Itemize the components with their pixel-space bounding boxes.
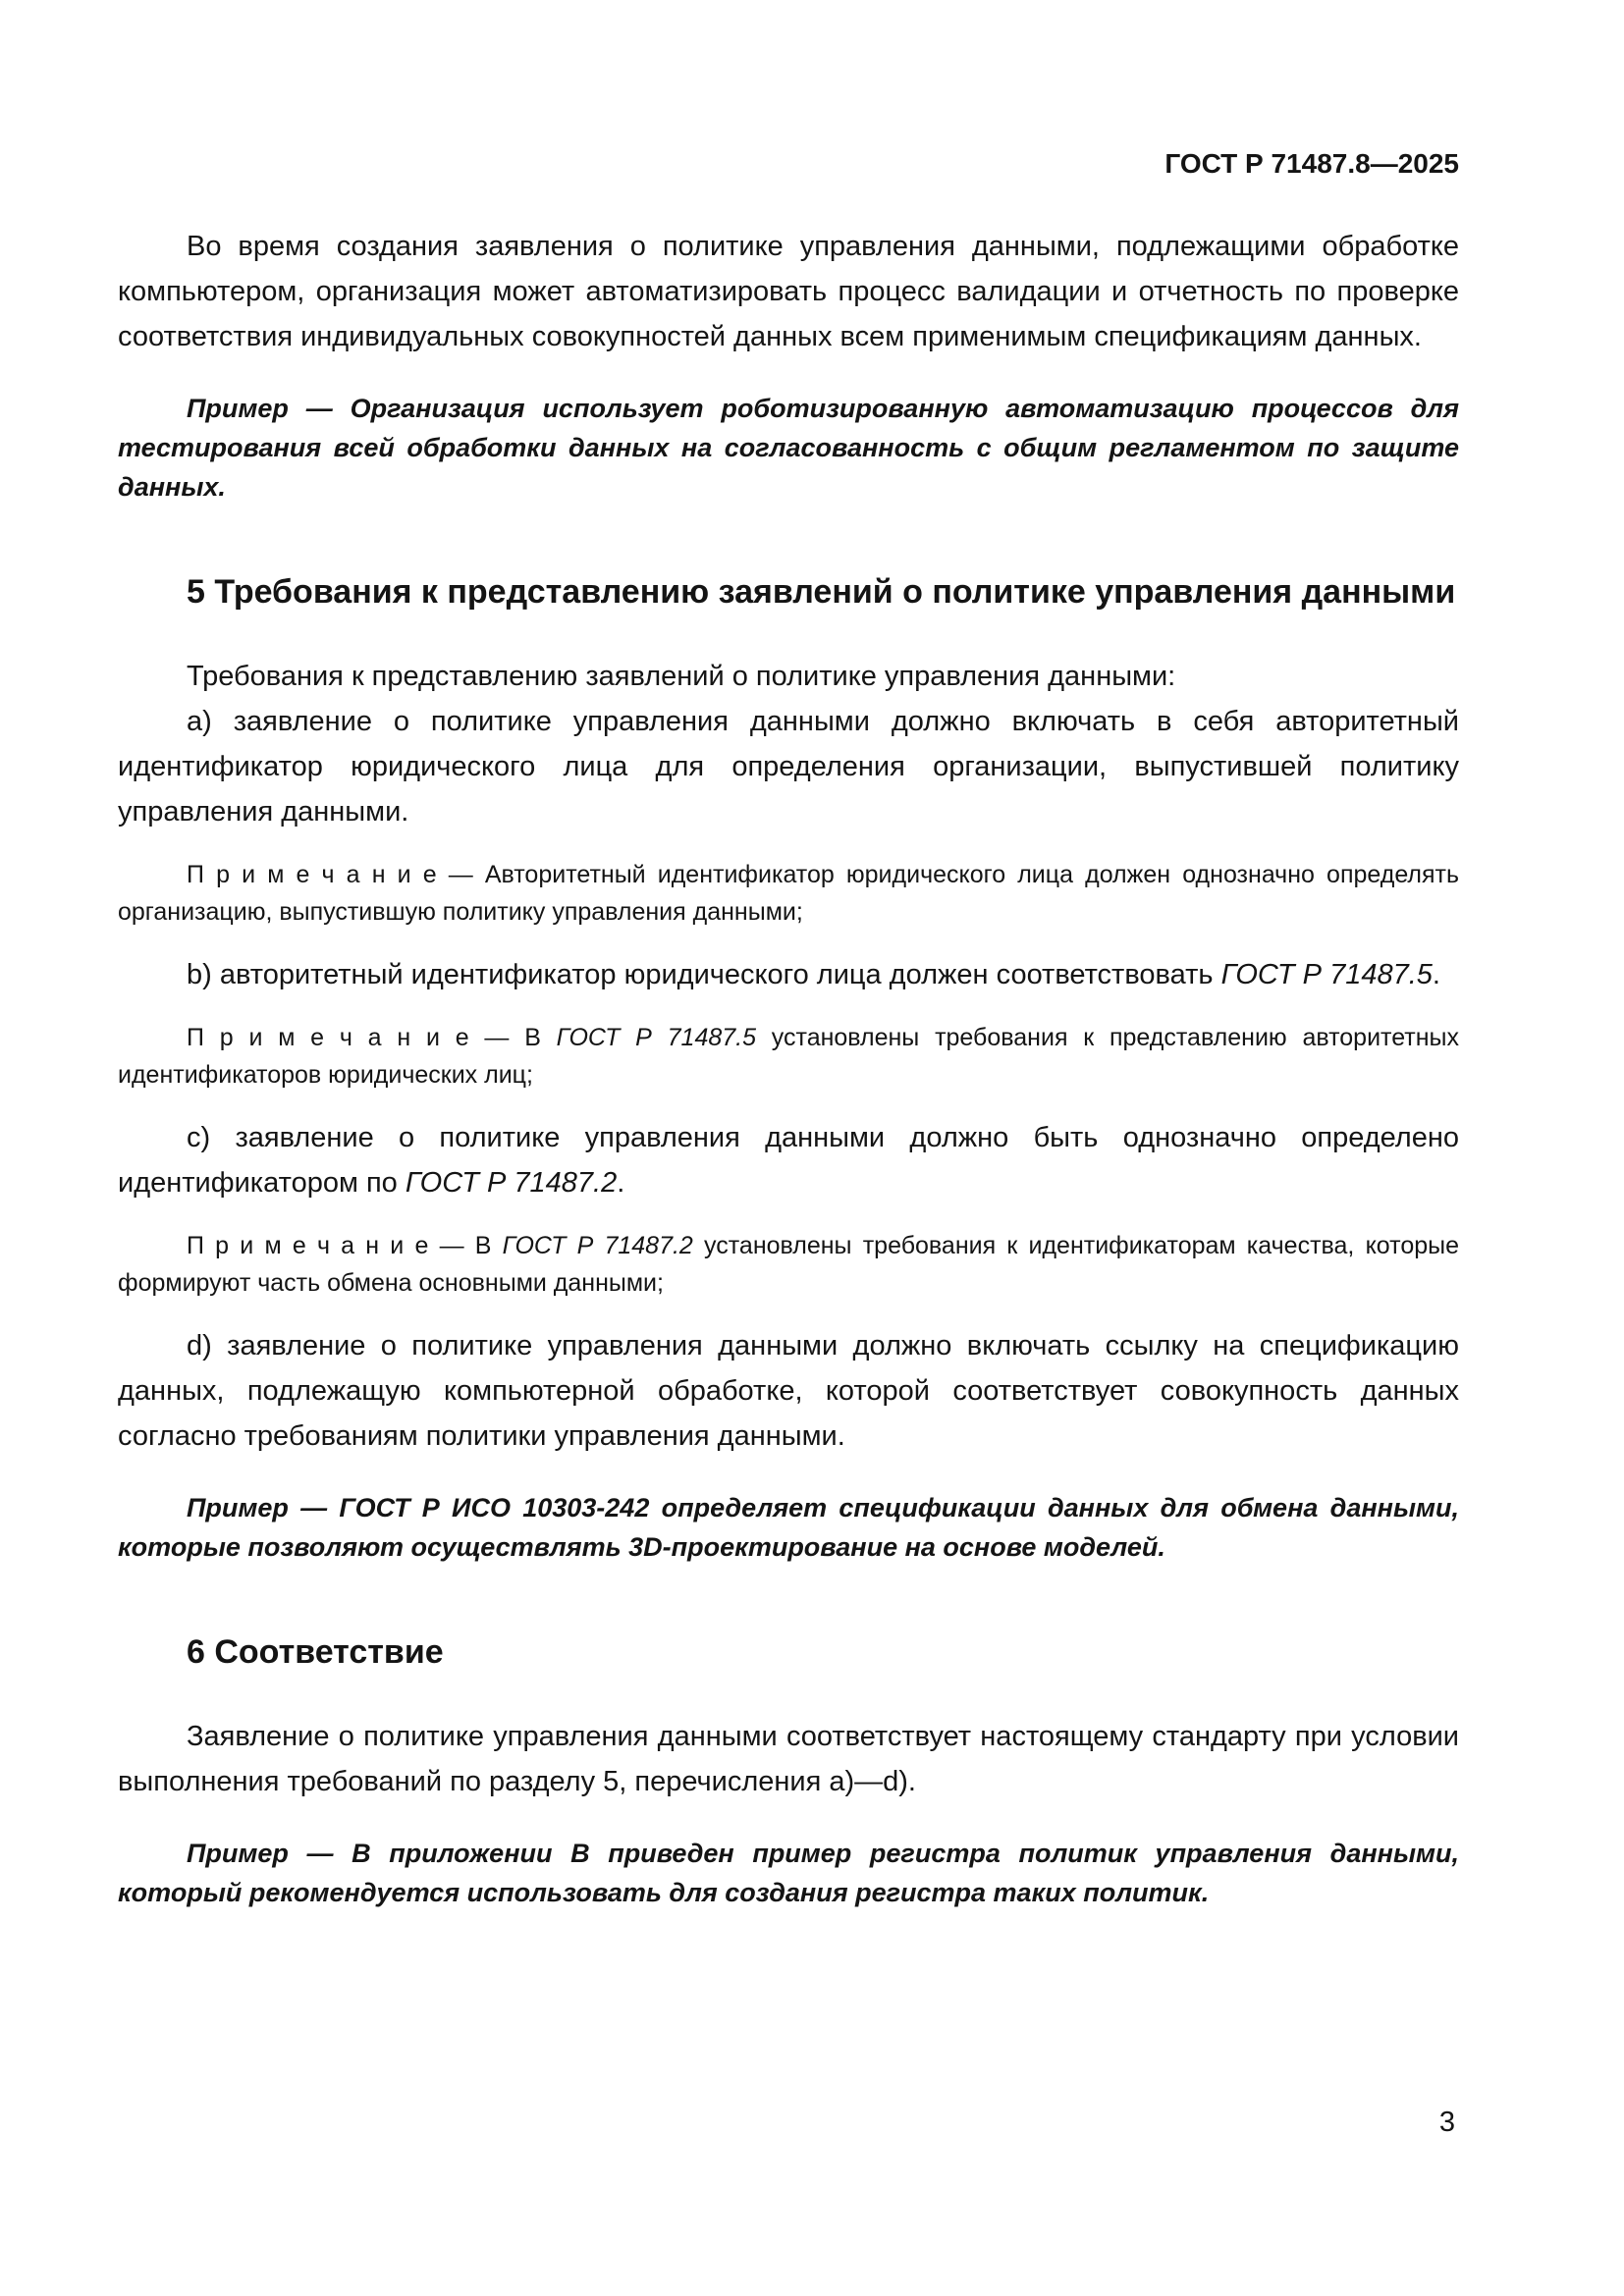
section-6-heading: 6 Соответствие [187,1633,444,1671]
section-5-lead: Требования к представлению заявлений о политике управления данными: [187,661,1176,692]
note-label: П р и м е ч а н и е [187,1232,429,1259]
example-section5: Пример — ГОСТ Р ИСО 10303-242 определяет спецификации данных для обмена данными, которые позволяют осуществлять 3D-проектирование на основе моделей. [118,1493,1459,1562]
running-header: ГОСТ Р 71487.8—2025 [1164,148,1459,179]
note-label: П р и м е ч а н и е [187,1024,469,1051]
list-item-a: a) заявление о политике управления данными должно включать в себя авторитетный идентификатор юридического лица для определения организации, выпустившей политику управления данными. [118,706,1459,828]
section-6-paragraph: Заявление о политике управления данными соответствует настоящему стандарту при условии выполнения требований по разделу 5, перечисления a)—d). [118,1721,1459,1797]
note-label: П р и м е ч а н и е [187,861,437,888]
note-text: установлены требования к представлению авторитетных идентификаторов юридических лиц; [118,1024,1460,1089]
example-section6: Пример — В приложении В приведен пример регистра политик управления данными, который рекомендуется использовать для создания регистра таких политик. [118,1839,1459,1907]
gost-reference: ГОСТ Р 71487.5 [1220,959,1433,990]
list-item-c [118,1115,1459,1205]
note-a [118,856,1459,931]
section-5-heading: 5 Требования к представлению заявлений о политике управления данными [187,573,1456,611]
list-item-text: . [617,1167,625,1199]
note-text: установлены требования к идентификаторам качества, которые формируют часть обмена основными данными; [118,1232,1460,1297]
note-text: — В [428,1232,503,1259]
page-number: 3 [1438,2107,1455,2138]
list-item-b [118,952,1459,997]
gost-reference: ГОСТ Р 71487.5 [556,1024,757,1051]
note-c [118,1227,1459,1302]
intro-paragraph: Во время создания заявления о политике управления данными, подлежащими обработке компьютером, организация может автоматизировать процесс валидации и отчетность по проверке соответствия индивидуальных совокупностей данных всем применимым спецификациям данных. [118,231,1459,352]
list-item-text: b) авторитетный идентификатор юридического лица должен соответствовать [187,959,1221,990]
note-b [118,1019,1459,1094]
list-item-d: d) заявление о политике управления данными должно включать ссылку на спецификацию данных, подлежащую компьютерной обработке, которой соответствует совокупность данных согласно требованиям политики управления данными. [118,1330,1459,1452]
gost-reference: ГОСТ Р 71487.2 [502,1232,693,1259]
example-intro: Пример — Организация использует роботизированную автоматизацию процессов для тестирования всей обработки данных на согласованность с общим регламентом по защите данных. [118,394,1459,502]
list-item-text: . [1432,959,1440,990]
note-text: — В [468,1024,557,1051]
note-text: — Авторитетный идентификатор юридического лица должен однозначно определять организацию, выпустившую политику управления данными; [118,861,1459,926]
list-item-text: c) заявление о политике управления данными должно быть однозначно определено идентификатором по [118,1122,1459,1199]
gost-reference: ГОСТ Р 71487.2 [405,1167,618,1199]
